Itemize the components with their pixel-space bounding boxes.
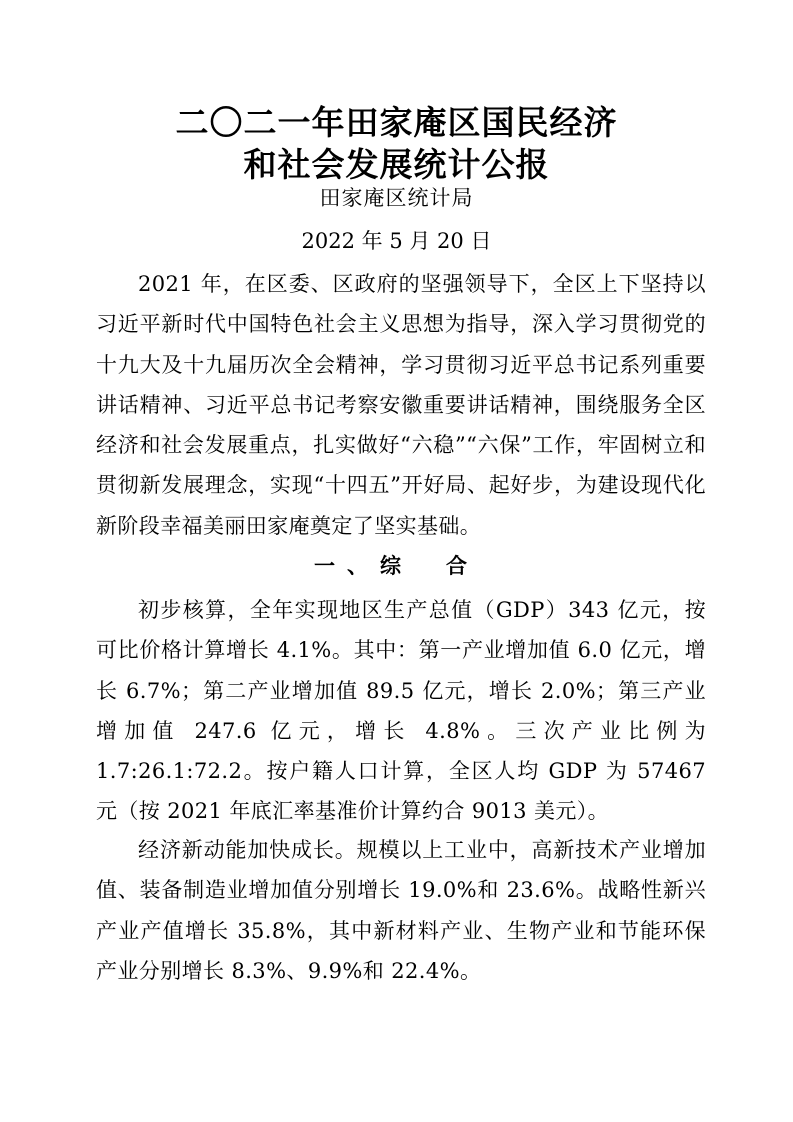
intro-paragraph: 2021 年，在区委、区政府的坚强领导下，全区上下坚持以习近平新时代中国特色社会主义思想为指导，深入学习贯彻党的十九大及十九届历次全会精神，学习贯彻习近平总书记系列重要讲话精神、习近平总书记考察安徽重要讲话精神，围绕服务全区经济和社会发展重点，扎实做好“六稳”“六保”工作，牢固树立和贯彻新发展理念，实现“十四五”开好局、起好步，为建设现代化新阶段幸福美丽田家庵奠定了坚实基础。: [96, 272, 706, 538]
report-title-line-2: 和社会发展统计公报: [243, 145, 550, 184]
publication-date: 2022 年 5 月 20 日: [301, 229, 492, 253]
section-heading-general: 一、综 合: [314, 554, 479, 578]
gdp-paragraph: 初步核算，全年实现地区生产总值（GDP）343 亿元，按可比价格计算增长 4.1%。其中：第一产业增加值 6.0 亿元，增长 6.7%；第二产业增加值 89.5 亿元，增长 2.0%；第三产业增加值 247.6 亿元，增长 4.8%。三次产业比例为 1.7:26.1:72.2。按户籍人口计算，全区人均 GDP 为 57467 元（按 2021 年底汇率基准价计算约合 9013 美元）。: [96, 598, 706, 824]
report-title-line-1: 二〇二一年田家庵区国民经济: [175, 103, 618, 142]
new-momentum-paragraph: 经济新动能加快成长。规模以上工业中，高新技术产业增加值、装备制造业增加值分别增长 19.0%和 23.6%。战略性新兴产业产值增长 35.8%，其中新材料产业、生物产业和节能环保产业分别增长 8.3%、9.9%和 22.4%。: [96, 838, 706, 983]
issuing-agency: 田家庵区统计局: [319, 186, 474, 210]
